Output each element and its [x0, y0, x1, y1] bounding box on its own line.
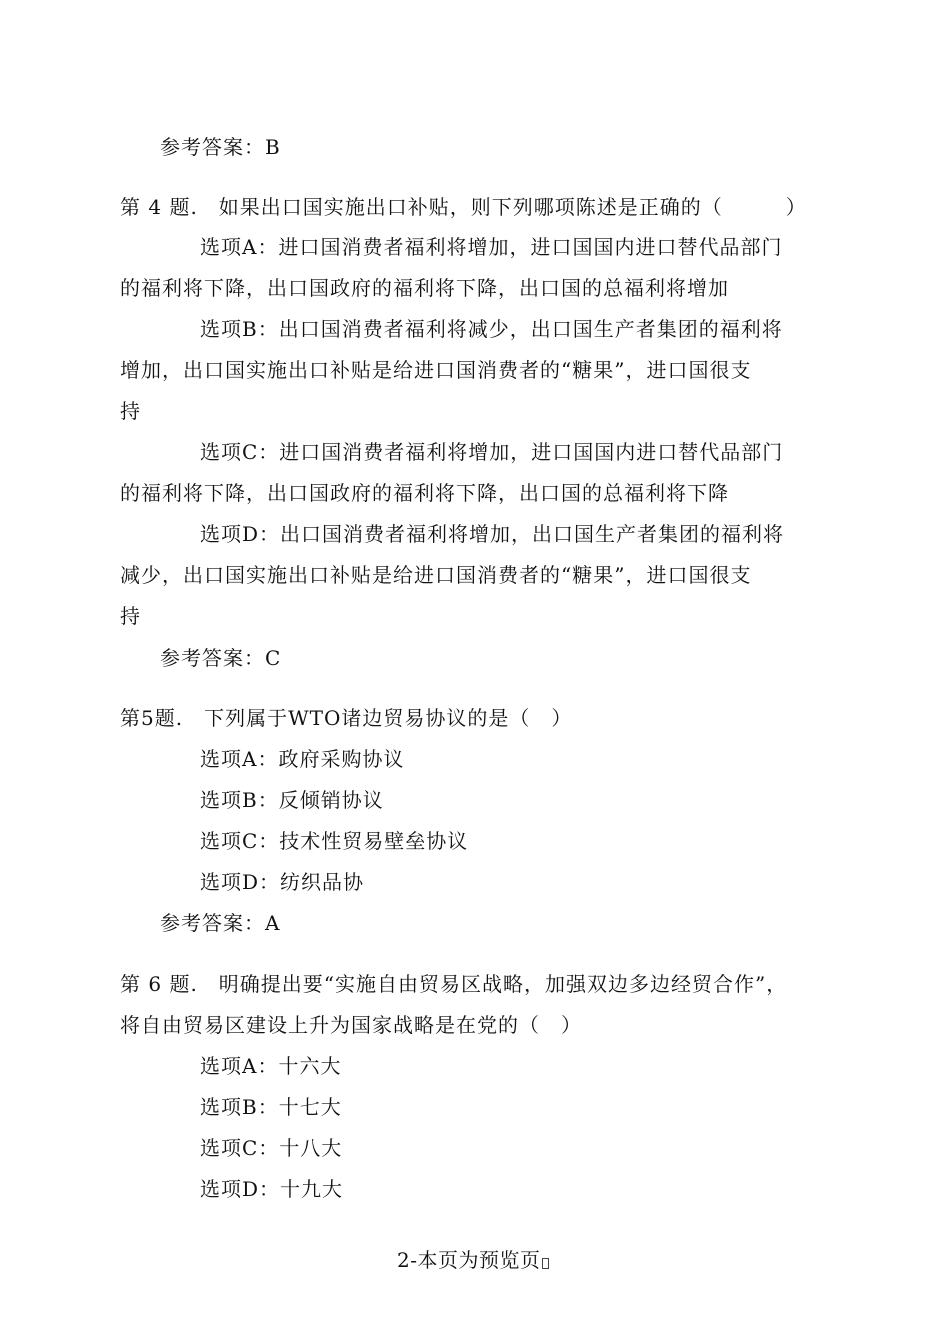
question-4-option-d: 选项D：出口国消费者福利将增加，出口国生产者集团的福利将 — [200, 522, 785, 546]
question-4-option-a: 选项A：进口国消费者福利将增加，进口国国内进口替代品部门 — [200, 235, 783, 259]
question-4-option-a-cont: 的福利将下降，出口国政府的福利将下降，出口国的总福利将增加 — [120, 276, 729, 300]
question-5-option-c: 选项C：技术性贸易壁垒协议 — [200, 829, 469, 853]
question-4-option-b-cont2: 持 — [120, 399, 141, 423]
answer-previous: 参考答案：B — [160, 135, 281, 159]
question-4-title: 第 4 题. 如果出口国实施出口补贴，则下列哪项陈述是正确的（ ） — [120, 195, 807, 219]
question-4-option-b: 选项B：出口国消费者福利将减少，出口国生产者集团的福利将 — [200, 317, 783, 341]
question-6-title-cont: 将自由贸易区建设上升为国家战略是在党的（ ） — [120, 1013, 582, 1037]
question-6-title: 第 6 题. 明确提出要“实施自由贸易区战略，加强双边多边经贸合作”， — [120, 972, 788, 996]
question-5-option-d: 选项D：纺织品协 — [200, 870, 365, 894]
question-4-answer: 参考答案：C — [160, 646, 282, 670]
question-6-option-d: 选项D：十九大 — [200, 1177, 344, 1201]
placeholder-glyph-icon — [542, 1258, 549, 1269]
page-footer-label: 2-本页为预览页 — [397, 1248, 541, 1272]
question-4-option-d-cont2: 持 — [120, 604, 141, 628]
question-6-option-c: 选项C：十八大 — [200, 1136, 343, 1160]
question-6-option-b: 选项B：十七大 — [200, 1095, 342, 1119]
question-5-answer: 参考答案：A — [160, 911, 281, 935]
question-6-option-a: 选项A：十六大 — [200, 1054, 342, 1078]
question-5-option-b: 选项B：反倾销协议 — [200, 788, 384, 812]
question-4-option-c: 选项C：进口国消费者福利将增加，进口国国内进口替代品部门 — [200, 440, 784, 464]
question-4-option-b-cont: 增加，出口国实施出口补贴是给进口国消费者的“糖果”，进口国很支 — [120, 358, 752, 382]
page-footer — [397, 1250, 549, 1270]
question-5-title: 第5题. 下列属于WTO诸边贸易协议的是（ ） — [120, 706, 573, 730]
question-4-option-d-cont: 减少，出口国实施出口补贴是给进口国消费者的“糖果”，进口国很支 — [120, 563, 752, 587]
question-5-option-a: 选项A：政府采购协议 — [200, 747, 405, 771]
question-4-option-c-cont: 的福利将下降，出口国政府的福利将下降，出口国的总福利将下降 — [120, 481, 729, 505]
